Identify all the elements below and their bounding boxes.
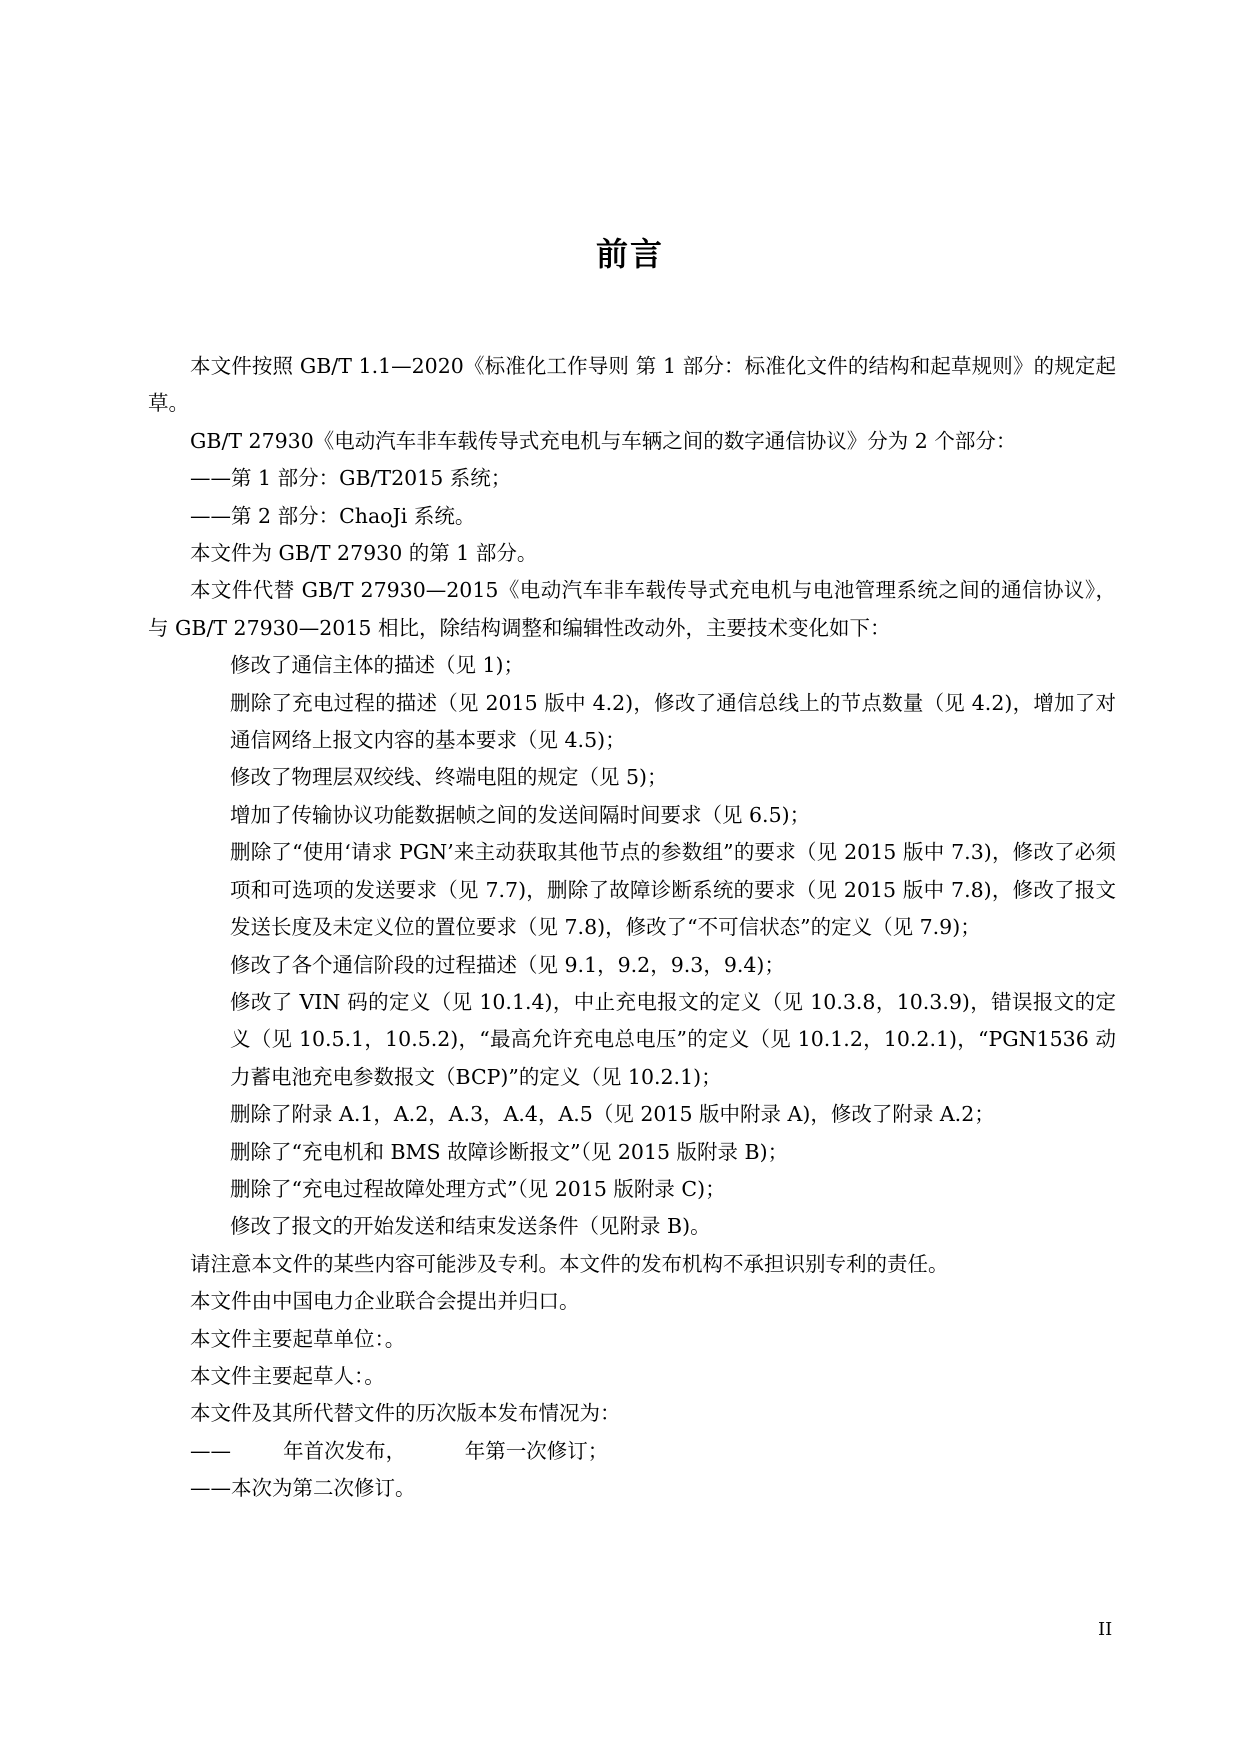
page-title: 前言 — [595, 235, 664, 273]
change-item: 删除了“充电机和 BMS 故障诊断报文”（见 2015 版附录 B)； — [230, 1139, 789, 1164]
patent-notice: 请注意本文件的某些内容可能涉及专利。本文件的发布机构不承担识别专利的责任。 — [190, 1251, 949, 1276]
drafters: 本文件主要起草人：。 — [190, 1363, 385, 1388]
change-item: 增加了传输协议功能数据帧之间的发送间隔时间要求（见 6.5)； — [230, 802, 811, 827]
change-item: 修改了 VIN 码的定义（见 10.1.4)，中止充电报文的定义（见 10.3.8，10.3.9)，错误报文的定义（见 10.5.1，10.5.2)，“最高允许充电总电压”的定义（见 10.1.2，10.2.1)，“PGN1536 动力蓄电池充电参数报文（BCP)”的定义（见 10.2.1)； — [230, 989, 1116, 1089]
change-item: 修改了通信主体的描述（见 1)； — [230, 653, 525, 678]
foreword-body — [148, 348, 1116, 1508]
proposer-statement: 本文件由中国电力企业联合会提出并归口。 — [190, 1289, 580, 1314]
change-item: 删除了充电过程的描述（见 2015 版中 4.2)，修改了通信总线上的节点数量（见 4.2)，增加了对通信网络上报文内容的基本要求（见 4.5)； — [230, 690, 1116, 753]
change-item: 删除了附录 A.1，A.2，A.3，A.4，A.5（见 2015 版中附录 A)，修改了附录 A.2； — [230, 1102, 995, 1127]
change-item: 修改了各个通信阶段的过程描述（见 9.1，9.2，9.3，9.4)； — [230, 952, 785, 977]
change-item: 删除了“使用‘请求 PGN’来主动获取其他节点的参数组”的要求（见 2015 版中 7.3)，修改了必须项和可选项的发送要求（见 7.7)，删除了故障诊断系统的要求（见 2015 版中 7.8)，修改了报文发送长度及未定义位的置位要求（见 7.8)，修改了“不可信状态”的定义（见 7.9)； — [230, 840, 1116, 940]
part-2-item: ——第 2 部分：ChaoJi 系统。 — [190, 503, 476, 528]
change-item: 修改了报文的开始发送和结束发送条件（见附录 B)。 — [230, 1214, 711, 1239]
change-item: 修改了物理层双绞线、终端电阻的规定（见 5)； — [230, 765, 668, 790]
technical-changes-list — [148, 647, 1116, 1246]
change-item: 删除了“充电过程故障处理方式”（见 2015 版附录 C)； — [230, 1176, 726, 1201]
page-number: II — [1098, 1619, 1113, 1640]
paragraph-part-statement: 本文件为 GB/T 27930 的第 1 部分。 — [190, 541, 538, 566]
history-item: ——本次为第二次修订。 — [190, 1476, 416, 1501]
paragraph-basis: 本文件按照 GB/T 1.1—2020《标准化工作导则 第 1 部分：标准化文件的结构和起草规则》的规定起草。 — [148, 354, 1116, 416]
drafting-units: 本文件主要起草单位：。 — [190, 1326, 406, 1351]
history-item: —— 年首次发布， 年第一次修订； — [190, 1438, 609, 1463]
history-intro: 本文件及其所代替文件的历次版本发布情况为： — [190, 1401, 621, 1426]
paragraph-parts: GB/T 27930《电动汽车非车载传导式充电机与车辆之间的数字通信协议》分为 2 个部分： — [190, 428, 1017, 453]
part-1-item: ——第 1 部分：GB/T2015 系统； — [190, 466, 512, 491]
paragraph-replacement: 本文件代替 GB/T 27930—2015《电动汽车非车载传导式充电机与电池管理系统之间的通信协议》，与 GB/T 27930—2015 相比，除结构调整和编辑性改动外，主要技术变化如下： — [148, 578, 1116, 640]
